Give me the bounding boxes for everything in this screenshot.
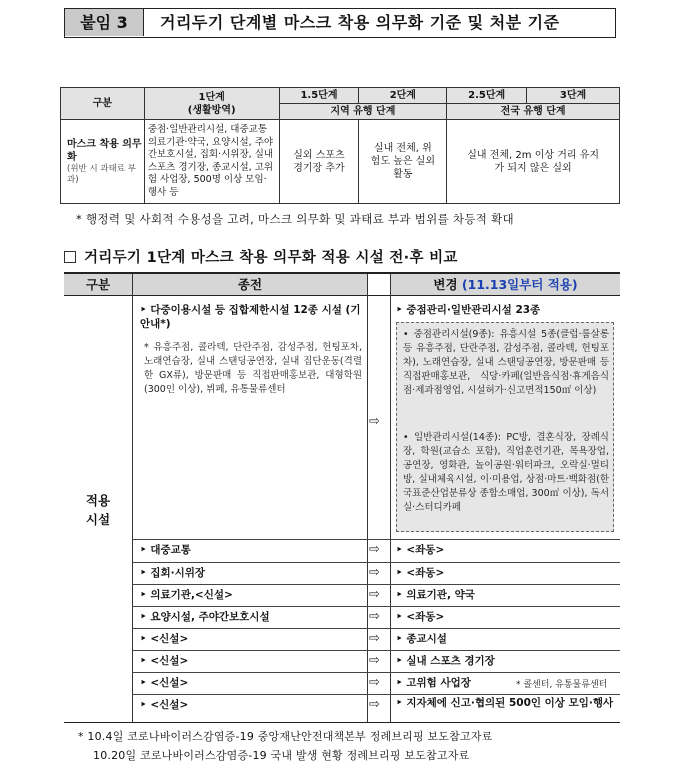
- facility-comparison-table: [64, 272, 620, 723]
- t2-divider: [367, 274, 368, 722]
- row-label-sub: (위반 시 과태료 부과): [67, 163, 136, 185]
- after-label: 변경: [433, 277, 458, 292]
- after-general-facilities: • 일반관리시설(14종): PC방, 결혼식장, 장례식장, 학원(교습소 포함), 직업훈련기관, 목욕장업, 공연장, 영화관, 놀이공원·워터파크, 오락실·멀티방, 실내체육시설, 이·미용업, 상점·마트·백화점(한국표준산업분류상 종합소매업, 300㎡ 이상), 독서실·스터디카페: [403, 432, 609, 513]
- row-before: ‣ <신설>: [140, 655, 189, 667]
- after-date: (11.13일부터 적용): [461, 277, 578, 292]
- row-before: ‣ 집회·시위장: [140, 567, 206, 579]
- after-detail-box: [396, 322, 614, 532]
- t2-header-gap: [368, 274, 390, 296]
- t1-header-stage15: 1.5단계: [279, 88, 359, 104]
- t1-group-regional: 지역 유행 단계: [279, 104, 447, 120]
- t1-cell-stage3: 실내 전체, 2m 이상 거리 유지가 되지 않은 실외: [447, 120, 620, 204]
- t2-header-category: 구분: [64, 274, 132, 296]
- section-title: 거리두기 1단계 마스크 착용 의무화 적용 시설 전·후 비교: [84, 250, 458, 266]
- t1-header-stage1: [144, 88, 279, 120]
- row-before: ‣ <신설>: [140, 699, 189, 711]
- t1-header-stage25: 2.5단계: [447, 88, 527, 104]
- row-after: ‣ 고위험 사업장: [396, 677, 471, 689]
- after-key-facilities: • 중점관리시설(9종): 유흥시설 5종(클럽·룸살롱 등 유흥주점, 단란주점, 감성주점, 콜라텍, 헌팅포차), 노래연습장, 실내 스탠딩공연장, 방문판매 등 직접판매홍보관, 식당·카페(일반음식점·휴게음식점·제과점영업, 시설허가·신고면적150㎡ 이상): [403, 329, 609, 396]
- t1-cell-stage1: 중점·일반관리시설, 대중교통 의료기관·약국, 요양시설, 주야간보호시설, 집회·시위장, 실내스포츠 경기장, 종교시설, 고위험 사업장, 500명 이상 모임·행사 등: [144, 120, 279, 204]
- row-divider: [132, 628, 620, 629]
- note-differential: * 행정력 및 사회적 수용성을 고려, 마스크 의무화 및 과태료 부과 범위를 차등적 확대: [76, 212, 514, 226]
- stage1-sub: (생활방역): [187, 104, 236, 116]
- after-main-title: ‣ 중점관리·일반관리시설 23종: [396, 304, 541, 316]
- row-divider: [132, 672, 620, 673]
- arrow-right-icon: ⇨: [369, 565, 380, 580]
- row-before: ‣ 대중교통: [140, 544, 191, 556]
- arrow-right-icon: ⇨: [369, 542, 380, 557]
- stage1-label: 1단계: [198, 91, 225, 103]
- before-main-list: * 유흥주점, 콜라텍, 단란주점, 감성주점, 헌팅포차, 노래연습장, 실내 스탠딩공연장, 실내 집단운동(격렬한 GX류), 방문판매 등 직접판매홍보관, 대형학원(300인 이상), 뷔페, 유통물류센터: [144, 342, 362, 395]
- t1-header-stage2: 2단계: [359, 88, 447, 104]
- checkbox-square-icon: [64, 251, 76, 263]
- row-divider: [132, 650, 620, 651]
- row-divider: [132, 539, 620, 540]
- arrow-right-icon: ⇨: [369, 609, 380, 624]
- row-after: ‣ <좌동>: [396, 544, 445, 556]
- row-before: ‣ 의료기관,<신설>: [140, 589, 233, 601]
- t1-header-stage3: 3단계: [527, 88, 620, 104]
- row-after: ‣ <좌동>: [396, 611, 445, 623]
- document-header: [64, 8, 616, 38]
- row-after: ‣ 의료기관, 약국: [396, 589, 475, 601]
- document-title: 거리두기 단계별 마스크 착용 의무화 기준 및 처분 기준: [160, 13, 560, 32]
- arrow-right-icon: ⇨: [369, 587, 380, 602]
- footnote-2: 10.20일 코로나바이러스감염증-19 국내 발생 현황 정례브리핑 보도참고자료: [93, 749, 470, 762]
- stage-criteria-table: [60, 87, 620, 204]
- t1-cell-stage2: 실내 전체, 위험도 높은 실외활동: [359, 120, 447, 204]
- t1-cell-stage15: 실외 스포츠 경기장 추가: [279, 120, 359, 204]
- row-before: ‣ <신설>: [140, 633, 189, 645]
- arrow-right-icon: ⇨: [369, 653, 380, 668]
- arrow-right-icon: ⇨: [369, 631, 380, 646]
- t1-group-national: 전국 유행 단계: [447, 104, 620, 120]
- category-label: 적용 시설: [85, 492, 111, 527]
- arrow-right-icon: ⇨: [369, 414, 380, 429]
- row-before: ‣ <신설>: [140, 677, 189, 689]
- row-before: ‣ 요양시설, 주야간보호시설: [140, 611, 270, 623]
- row-divider: [132, 694, 620, 695]
- t2-header-after: [391, 274, 620, 296]
- row-divider: [132, 606, 620, 607]
- after-main-cell: [396, 303, 616, 317]
- row-divider: [132, 562, 620, 563]
- t2-divider: [390, 274, 391, 722]
- before-main-title: ‣ 다중이용시설 등 집합제한시설 12종 시설 (기 안내*): [140, 304, 361, 330]
- t2-header-before: 종전: [133, 274, 367, 296]
- attachment-tag: 붙임 3: [65, 9, 144, 36]
- row-after: ‣ 지자체에 신고·협의된 500인 이상 모임·행사: [396, 697, 614, 709]
- footnote-1: * 10.4일 코로나바이러스감염증-19 중앙재난안전대책본부 정례브리핑 보도참고자료: [78, 730, 493, 743]
- t1-row-label: [61, 120, 145, 204]
- before-main-cell: [140, 303, 362, 397]
- arrow-right-icon: ⇨: [369, 675, 380, 690]
- row-after: ‣ 실내 스포츠 경기장: [396, 655, 495, 667]
- row-after-note: * 콜센터, 유통물류센터: [516, 680, 608, 690]
- t1-header-category: 구분: [61, 88, 145, 120]
- row-label-main: 마스크 착용 의무화: [67, 138, 142, 163]
- row-divider: [132, 584, 620, 585]
- arrow-right-icon: ⇨: [369, 697, 380, 712]
- row-after: ‣ 종교시설: [396, 633, 447, 645]
- t2-divider: [132, 274, 133, 722]
- t2-category-applied-facilities: [64, 297, 132, 722]
- row-after: ‣ <좌동>: [396, 567, 445, 579]
- section-heading: [64, 246, 458, 267]
